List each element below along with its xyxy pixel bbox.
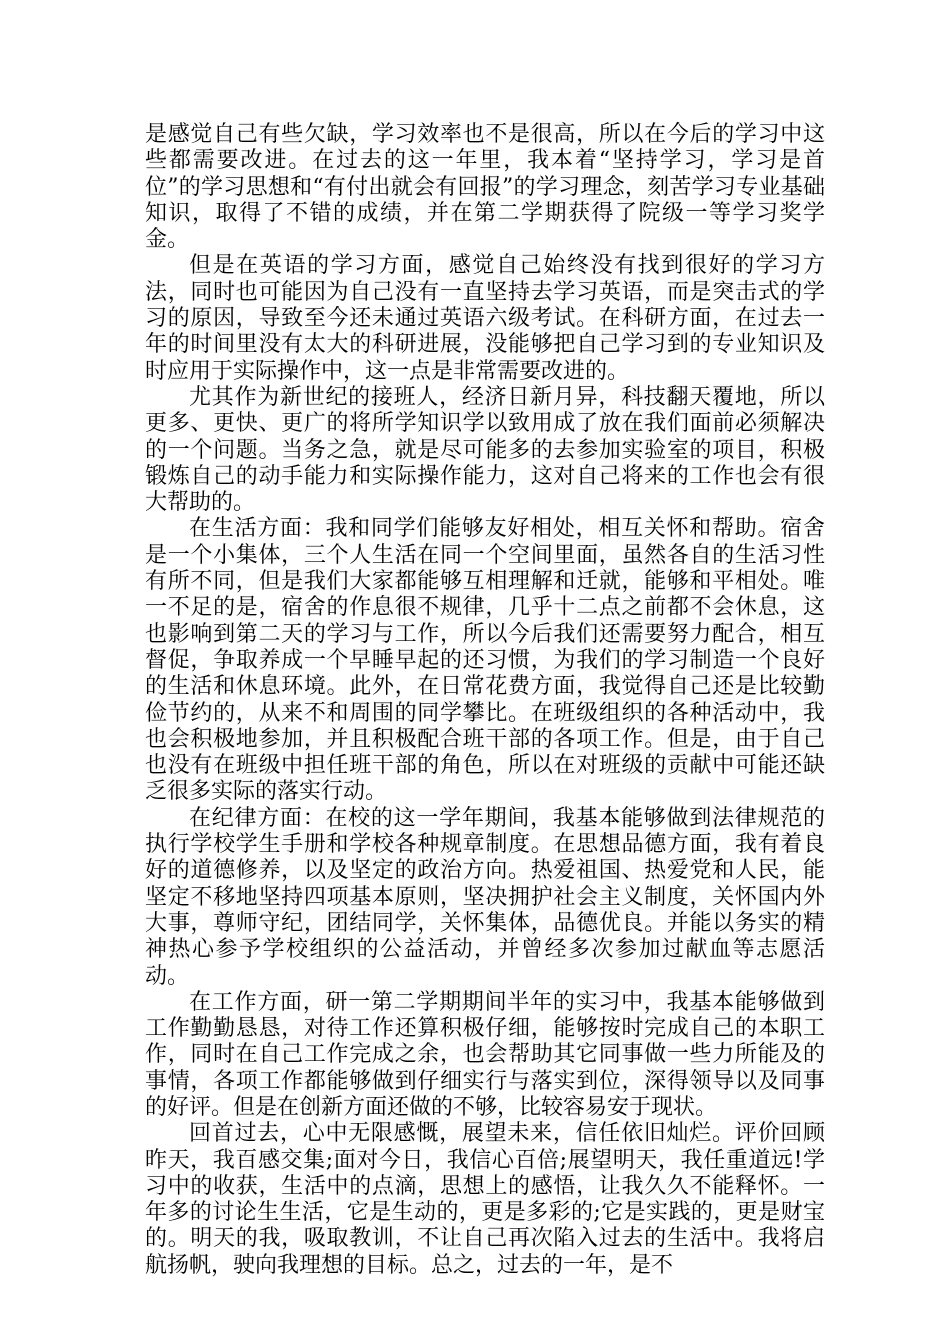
paragraph-english-research: 但是在英语的学习方面，感觉自己始终没有找到很好的学习方法，同时也可能因为自己没有一直坚持去学习英语，而是突击式的学习的原因，导致至今还未通过英语六级考试。在科研方面，在过去一年的时间里没有太大的科研进展，没能够把自己学习到的专业知识及时应用于实际操作中，这一点是非常需要改进的。 (145, 253, 825, 384)
paragraph-life: 在生活方面：我和同学们能够友好相处，相互关怀和帮助。宿舍是一个小集体，三个人生活在同一个空间里面，虽然各自的生活习性有所不同，但是我们大家都能够互相理解和迁就，能够和平相处。唯一不足的是，宿舍的作息很不规律，几乎十二点之前都不会休息，这也影响到第二天的学习与工作，所以今后我们还需要努力配合，相互督促，争取养成一个早睡早起的还习惯，为我们的学习制造一个良好的生活和休息环境。此外，在日常花费方面，我觉得自己还是比较勤俭节约的，从来不和周围的同学攀比。在班级组织的各种活动中，我也会积极地参加，并且积极配合班干部的各项工作。但是，由于自己也没有在班级中担任班干部的角色，所以在对班级的贡献中可能还缺乏很多实际的落实行动。 (145, 516, 825, 805)
paragraph-reflection: 回首过去，心中无限感慨，展望未来，信任依旧灿烂。评价回顾昨天，我百感交集;面对今日，我信心百倍;展望明天，我任重道远!学习中的收获，生活中的点滴，思想上的感悟，让我久久不能释怀。一年多的讨论生生活，它是生动的，更是多彩的;它是实践的，更是财宝的。明天的我，吸取教训，不让自己再次陷入过去的生活中。我将启航扬帆，驶向我理想的目标。总之，过去的一年，是不 (145, 1121, 825, 1278)
paragraph-apply-knowledge: 尤其作为新世纪的接班人，经济日新月异，科技翻天覆地，所以更多、更快、更广的将所学知识学以致用成了放在我们面前必须解决的一个问题。当务之急，就是尽可能多的去参加实验室的项目，积极锻炼自己的动手能力和实际操作能力，这对自己将来的工作也会有很大帮助的。 (145, 384, 825, 516)
paragraph-study-summary: 是感觉自己有些欠缺，学习效率也不是很高，所以在今后的学习中这些都需要改进。在过去的这一年里，我本着“坚持学习，学习是首位”的学习思想和“有付出就会有回报”的学习理念，刻苦学习专业基础知识，取得了不错的成绩，并在第二学期获得了院级一等学习奖学金。 (145, 122, 825, 253)
paragraph-work: 在工作方面，研一第二学期期间半年的实习中，我基本能够做到工作勤勤恳恳，对待工作还算积极仔细，能够按时完成自己的本职工作，同时在自己工作完成之余，也会帮助其它同事做一些力所能及的事情，各项工作都能够做到仔细实行与落实到位，深得领导以及同事的好评。但是在创新方面还做的不够，比较容易安于现状。 (145, 989, 825, 1120)
document-body (145, 122, 825, 1279)
paragraph-discipline: 在纪律方面：在校的这一学年期间，我基本能够做到法律规范的执行学校学生手册和学校各种规章制度。在思想品德方面，我有着良好的道德修养，以及坚定的政治方向。热爱祖国、热爱党和人民，能坚定不移地坚持四项基本原则，坚决拥护社会主义制度，关怀国内外大事，尊师守纪，团结同学，关怀集体，品德优良。并能以务实的精神热心参予学校组织的公益活动，并曾经多次参加过献血等志愿活动。 (145, 805, 825, 989)
